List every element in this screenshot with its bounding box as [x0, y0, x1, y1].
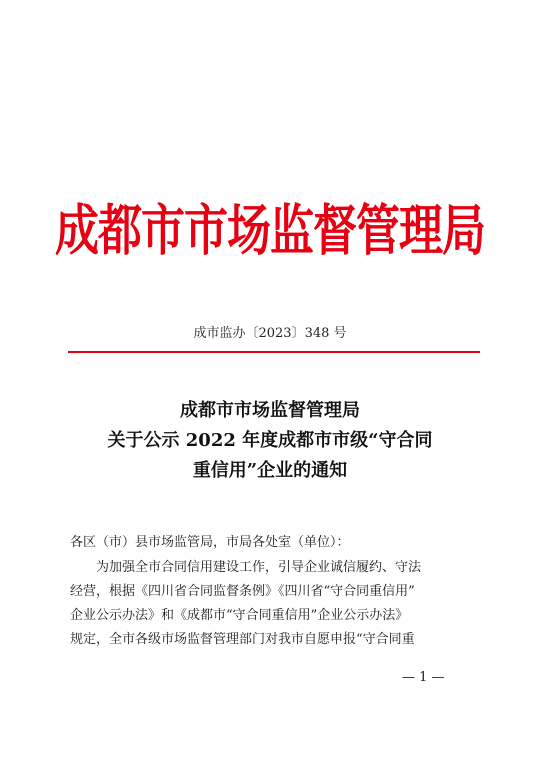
body-line: 规定，全市各级市场监督管理部门对我市自愿申报“守合同重 [70, 632, 415, 647]
title-line: 成都市市场监督管理局 [180, 400, 360, 421]
agency-header: 成都市市场监督管理局 [55, 199, 485, 264]
body-line: 经营，根据《四川省合同监督条例》《四川省“守合同重信用” [70, 584, 415, 599]
salutation: 各区（市）县市场监管局，市局各处室（单位）： [70, 535, 350, 550]
notice-title [70, 396, 470, 486]
red-divider-rule [68, 351, 480, 353]
body-paragraph [70, 556, 474, 652]
document-number: 成市监办〔2023〕348 号 [193, 326, 347, 341]
title-line: 重信用”企业的通知 [192, 460, 348, 481]
body-line: 企业公示办法》和《成都市“守合同重信用”企业公示办法》 [70, 608, 409, 623]
page-number: — 1 — [402, 670, 445, 685]
title-line: 关于公示 2022 年度成都市市级“守合同 [107, 430, 433, 451]
body-line: 为加强全市合同信用建设工作，引导企业诚信履约、守法 [96, 560, 422, 575]
